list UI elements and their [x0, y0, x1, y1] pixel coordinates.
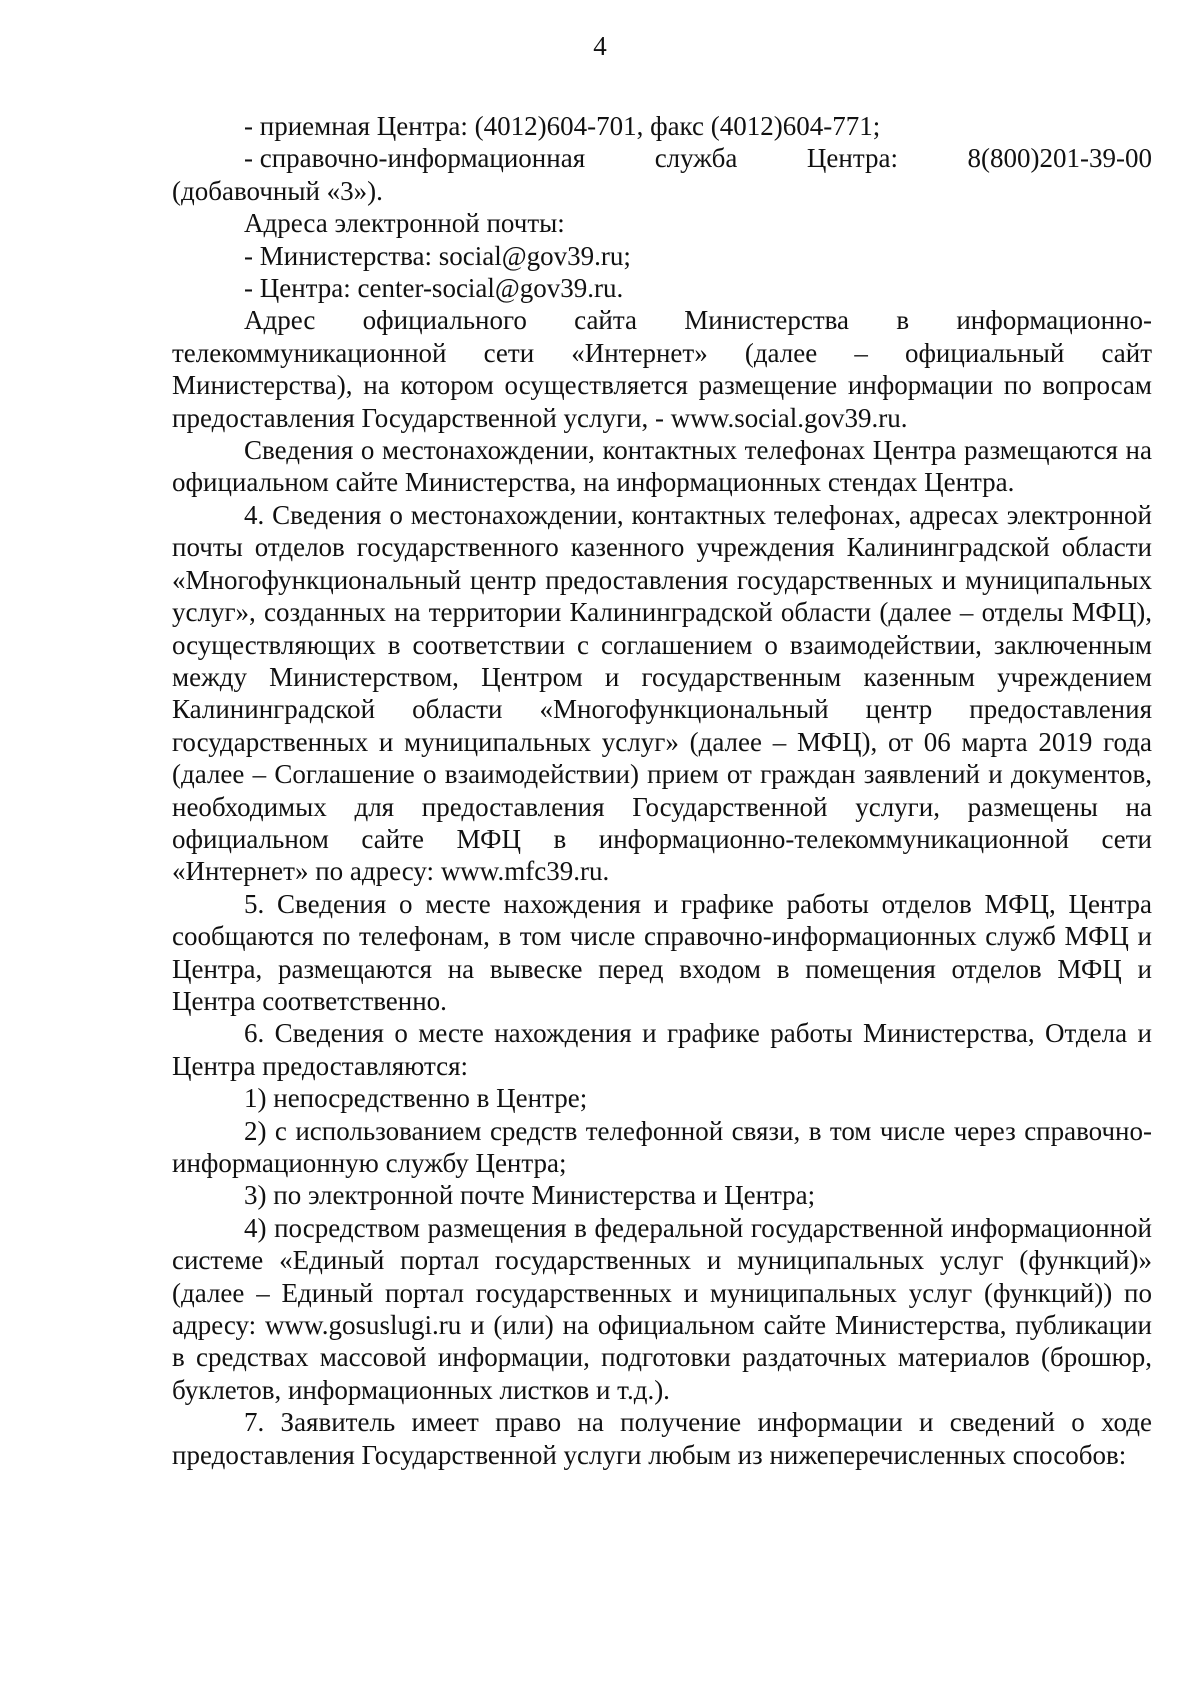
help-line-label: - справочно-информационная: [244, 143, 586, 174]
paragraph-center-info: Сведения о местонахождении, контактных телефонах Центра размещаются на официальном сайте Министерства, на информационных стендах Центра.: [172, 435, 1152, 498]
document-body: [172, 110, 1152, 1471]
list-item-1: 1) непосредственно в Центре;: [244, 1083, 588, 1114]
page-number: 4: [593, 31, 607, 61]
paragraph-item-7: 7. Заявитель имеет право на получение информации и сведений о ходе предоставления Государственной услуги любым из нижеперечисленных способов:: [172, 1407, 1152, 1470]
paragraph-official-site: Адрес официального сайта Министерства в информационно-телекоммуникационной сети «Интернет» (далее – официальный сайт Министерства), на котором осуществляется размещение информации по вопросам предоставления Государственной услуги, - www.social.gov39.ru.: [172, 305, 1152, 433]
list-item-4: 4) посредством размещения в федеральной государственной информационной системе «Единый портал государственных и муниципальных услуг (функций)» (далее – Единый портал государственных и муниципальных услуг (функций)) по адресу: www.gosuslugi.ru и (или) на официальном сайте Министерства, публикации в средствах массовой информации, подготовки раздаточных материалов (брошюр, буклетов, информационных листков и т.д.).: [172, 1212, 1152, 1405]
list-item-3: 3) по электронной почте Министерства и Центра;: [244, 1180, 816, 1211]
paragraph-email-center: - Центра: center-social@gov39.ru.: [244, 273, 624, 304]
paragraph-reception-phone: - приемная Центра: (4012)604-701, факс (4012)604-771;: [244, 111, 881, 141]
help-line-word: служба: [654, 143, 738, 174]
paragraph-extension: (добавочный «3»).: [172, 175, 383, 206]
help-line-phone: 8(800)201-39-00: [967, 143, 1152, 174]
paragraph-email-heading: Адреса электронной почты:: [244, 208, 565, 239]
paragraph-item-5: 5. Сведения о месте нахождения и графике работы отделов МФЦ, Центра сообщаются по телефонам, в том числе справочно-информационных служб МФЦ и Центра, размещаются на вывеске перед входом в помещения отделов МФЦ и Центра соответственно.: [172, 888, 1152, 1016]
paragraph-item-4: 4. Сведения о местонахождении, контактных телефонах, адресах электронной почты отделов государственного казенного учреждения Калининградской области «Многофункциональный центр предоставления государственных и муниципальных услуг», созданных на территории Калининградской области (далее – отделы МФЦ), осуществляющих в соответствии с соглашением о взаимодействии, заключенным между Министерством, Центром и государственным казенным учреждением Калининградской области «Многофункциональный центр предоставления государственных и муниципальных услуг» (далее – МФЦ), от 06 марта 2019 года (далее – Соглашение о взаимодействии) прием от граждан заявлений и документов, необходимых для предоставления Государственной услуги, размещены на официальном сайте МФЦ в информационно-телекоммуникационной сети «Интернет» по адресу: www.mfc39.ru.: [172, 499, 1152, 887]
help-line-row: [172, 142, 1152, 174]
paragraph-item-6: 6. Сведения о месте нахождения и графике работы Министерства, Отдела и Центра предоставляются:: [172, 1018, 1152, 1081]
help-line-org: Центра:: [806, 143, 898, 174]
paragraph-email-ministry: - Министерства: social@gov39.ru;: [244, 240, 631, 271]
list-item-2: 2) с использованием средств телефонной связи, в том числе через справочно-информационную службу Центра;: [172, 1115, 1152, 1178]
